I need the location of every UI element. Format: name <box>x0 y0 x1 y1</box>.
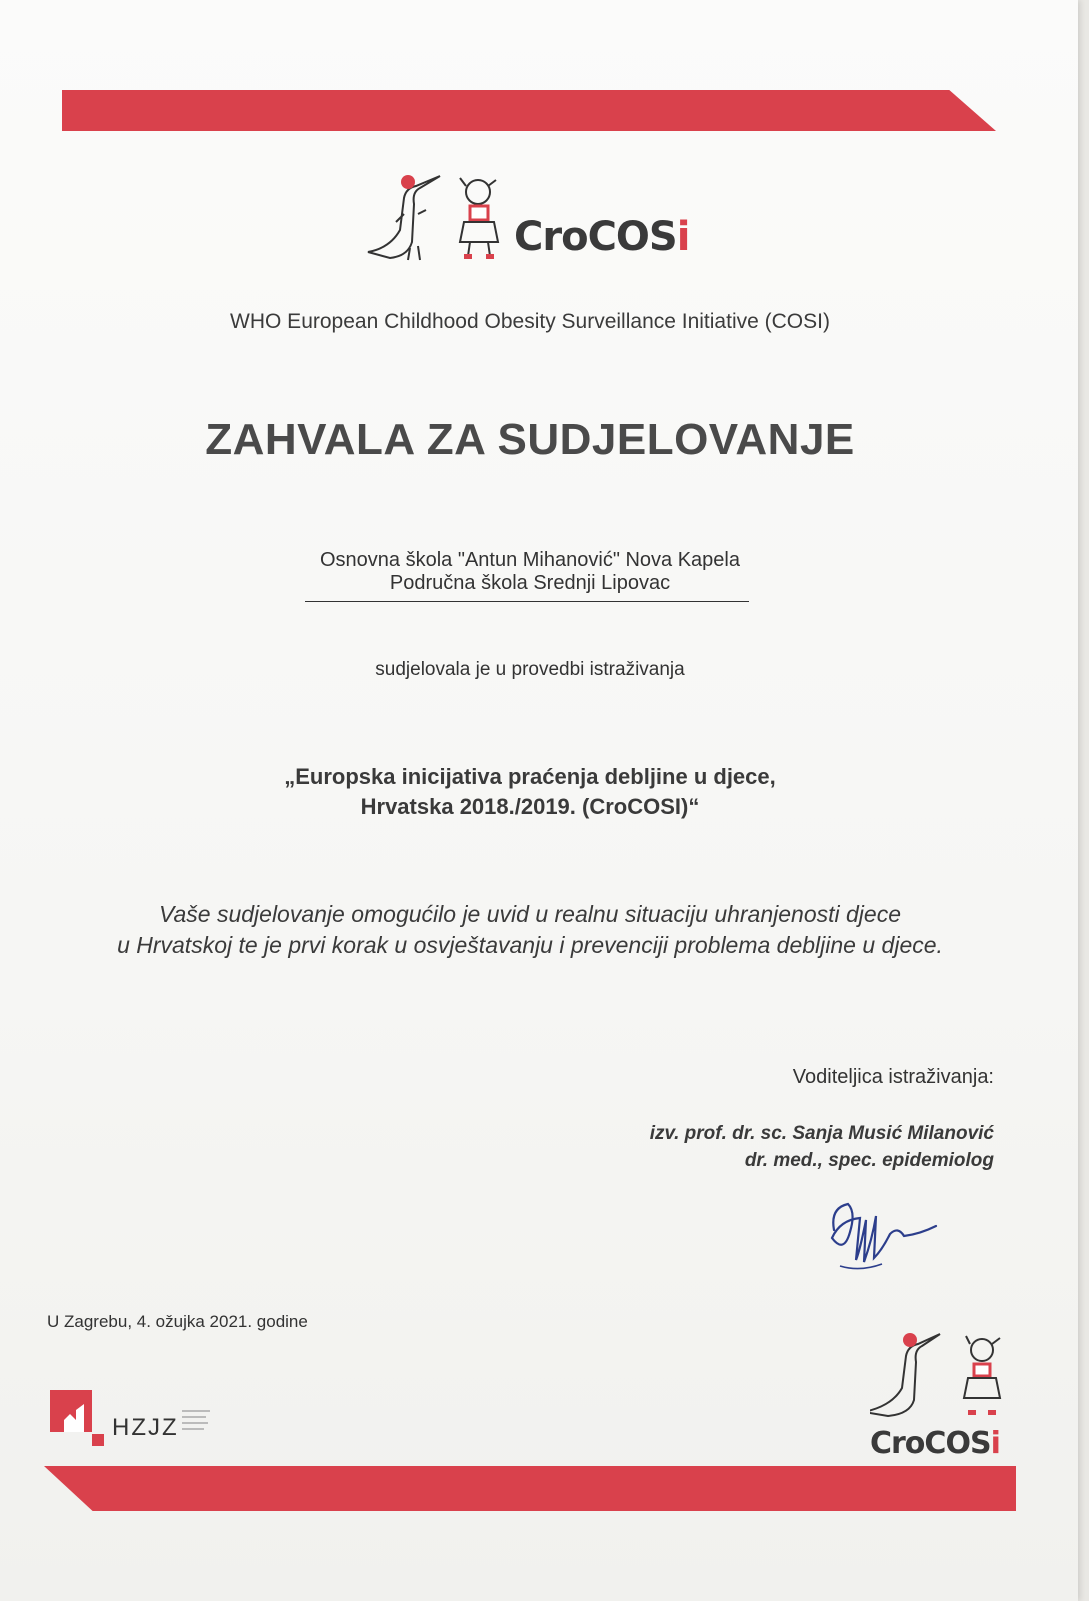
crocosi-wordmark-bottom <box>870 1426 1000 1461</box>
crocosi-logo-top <box>360 170 720 270</box>
brand-name-accent: i <box>676 214 690 260</box>
message-line-1: Vaše sudjelovanje omogućilo je uvid u realnu situaciju uhranjenosti djece <box>159 901 901 927</box>
certificate-title: ZAHVALA ZA SUDJELOVANJE <box>205 415 855 464</box>
top-red-band <box>62 90 996 131</box>
school-line-1: Osnovna škola "Antun Mihanović" Nova Kapela <box>320 549 740 571</box>
lead-name-line-1: izv. prof. dr. sc. Sanja Musić Milanović <box>649 1123 994 1144</box>
school-underline <box>305 601 749 602</box>
study-line-2: Hrvatska 2018./2019. (CroCOSI)“ <box>360 794 700 819</box>
lead-name <box>650 1120 994 1174</box>
school-line-2: Područna škola Srednji Lipovac <box>389 572 671 594</box>
crocosi-logo-bottom <box>870 1326 1020 1464</box>
brand-name-accent: i <box>990 1426 1000 1461</box>
crocodile-mascot-icon <box>870 1326 1020 1426</box>
participation-text: sudjelovala je u provedbi istraživanja <box>375 659 685 680</box>
thank-you-message <box>0 899 1060 961</box>
lead-name-line-2: dr. med., spec. epidemiolog <box>744 1150 994 1171</box>
program-subtitle: WHO European Childhood Obesity Surveillance Initiative (COSI) <box>230 310 830 333</box>
hzjz-wordmark: HZJZ <box>112 1414 179 1441</box>
lead-label: Voditeljica istraživanja: <box>792 1066 994 1088</box>
study-name <box>0 762 1060 822</box>
study-line-1: „Europska inicijativa praćenja debljine u djece, <box>284 764 776 789</box>
school-name <box>0 549 1060 595</box>
place-and-date: U Zagrebu, 4. ožujka 2021. godine <box>47 1312 308 1331</box>
brand-name: CroCOS <box>514 214 677 260</box>
brand-name: CroCOS <box>870 1426 991 1461</box>
message-line-2: u Hrvatskoj te je prvi korak u osvještavanju i prevenciji problema debljine u djece. <box>117 932 943 958</box>
crocosi-wordmark <box>514 214 689 260</box>
signature-icon <box>820 1190 970 1280</box>
bottom-red-band <box>44 1466 1016 1511</box>
